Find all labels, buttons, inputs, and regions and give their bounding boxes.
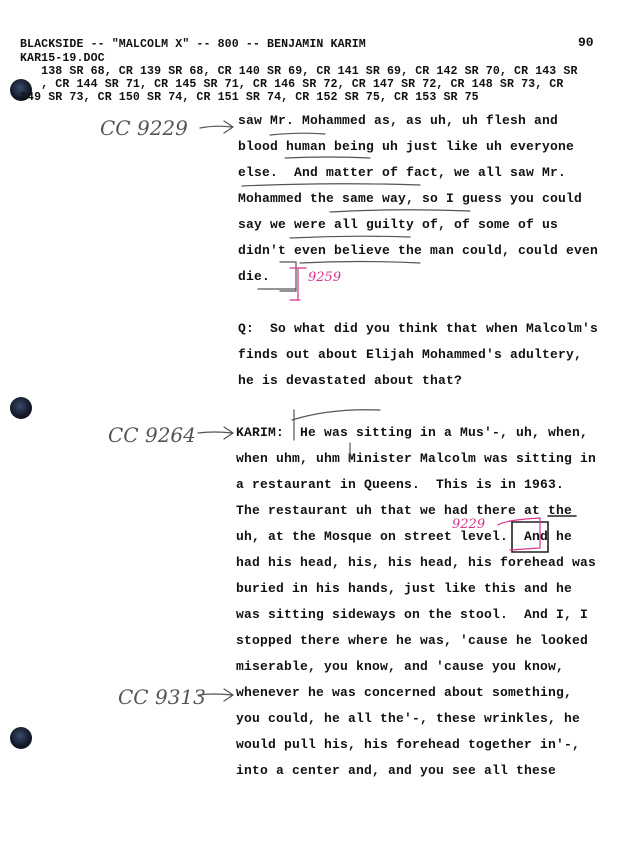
handwritten-timecode-red: 9259 xyxy=(308,270,342,285)
question-line: he is devastated about that? xyxy=(238,373,463,388)
answer-line: when uhm, uhm Minister Malcolm was sitting in xyxy=(236,451,597,466)
transcript-line: blood human being uh just like uh everyone xyxy=(238,139,575,154)
answer-line: stopped there where he was, 'cause he looked xyxy=(236,633,589,648)
answer-line: whenever he was concerned about something, xyxy=(236,685,573,700)
doc-header-codes-1: 138 SR 68, CR 139 SR 68, CR 140 SR 69, CR 141 SR 69, CR 142 SR 70, CR 143 SR xyxy=(20,65,578,78)
transcript-line: saw Mr. Mohammed as, as uh, uh flesh and xyxy=(238,113,559,128)
handwritten-timecode-red: 9229 xyxy=(452,517,486,532)
answer-line: a restaurant in Queens. This is in 1963. xyxy=(236,477,565,492)
answer-line: The restaurant uh that we had there at the xyxy=(236,503,573,518)
answer-line: miserable, you know, and 'cause you know, xyxy=(236,659,565,674)
transcript-line: else. And matter of fact, we all saw Mr. xyxy=(238,165,567,180)
page-number: 90 xyxy=(578,35,594,50)
answer-line: had his head, his, his head, his forehead was xyxy=(236,555,597,570)
doc-header-codes-2: , CR 144 SR 71, CR 145 SR 71, CR 146 SR 72, CR 147 SR 72, CR 148 SR 73, CR xyxy=(20,78,564,91)
question-line: finds out about Elijah Mohammed's adultery, xyxy=(238,347,583,362)
doc-header-filename: KAR15-19.DOC xyxy=(20,52,105,65)
doc-header-title: BLACKSIDE -- "MALCOLM X" -- 800 -- BENJAMIN KARIM xyxy=(20,38,366,51)
question-line: Q: So what did you think that when Malcolm's xyxy=(238,321,599,336)
arrow-right-icon xyxy=(198,689,233,701)
transcript-line: Mohammed the same way, so I guess you could xyxy=(238,191,583,206)
transcript-line: die. xyxy=(238,269,271,284)
answer-line: buried in his hands, just like this and he xyxy=(236,581,573,596)
transcript-line: say we were all guilty of, of some of us xyxy=(238,217,559,232)
answer-line: would pull his, his forehead together in'-, xyxy=(236,737,581,752)
handwritten-cc-note: CC 9229 xyxy=(100,116,188,140)
handwritten-cc-note: CC 9264 xyxy=(108,423,196,447)
answer-line: KARIM: He was sitting in a Mus'-, uh, when, xyxy=(236,425,589,440)
transcript-line: didn't even believe the man could, could even xyxy=(238,243,599,258)
answer-line: you could, he all the'-, these wrinkles, he xyxy=(236,711,581,726)
arrow-right-icon xyxy=(198,427,233,439)
answer-line: was sitting sideways on the stool. And I, I xyxy=(236,607,589,622)
arrow-right-icon xyxy=(200,121,233,133)
answer-line: into a center and, and you see all these xyxy=(236,763,557,778)
handwritten-cc-note: CC 9313 xyxy=(118,685,206,709)
answer-line: uh, at the Mosque on street level. And he xyxy=(236,529,573,544)
doc-header-codes-3: 149 SR 73, CR 150 SR 74, CR 151 SR 74, CR 152 SR 75, CR 153 SR 75 xyxy=(20,91,479,104)
